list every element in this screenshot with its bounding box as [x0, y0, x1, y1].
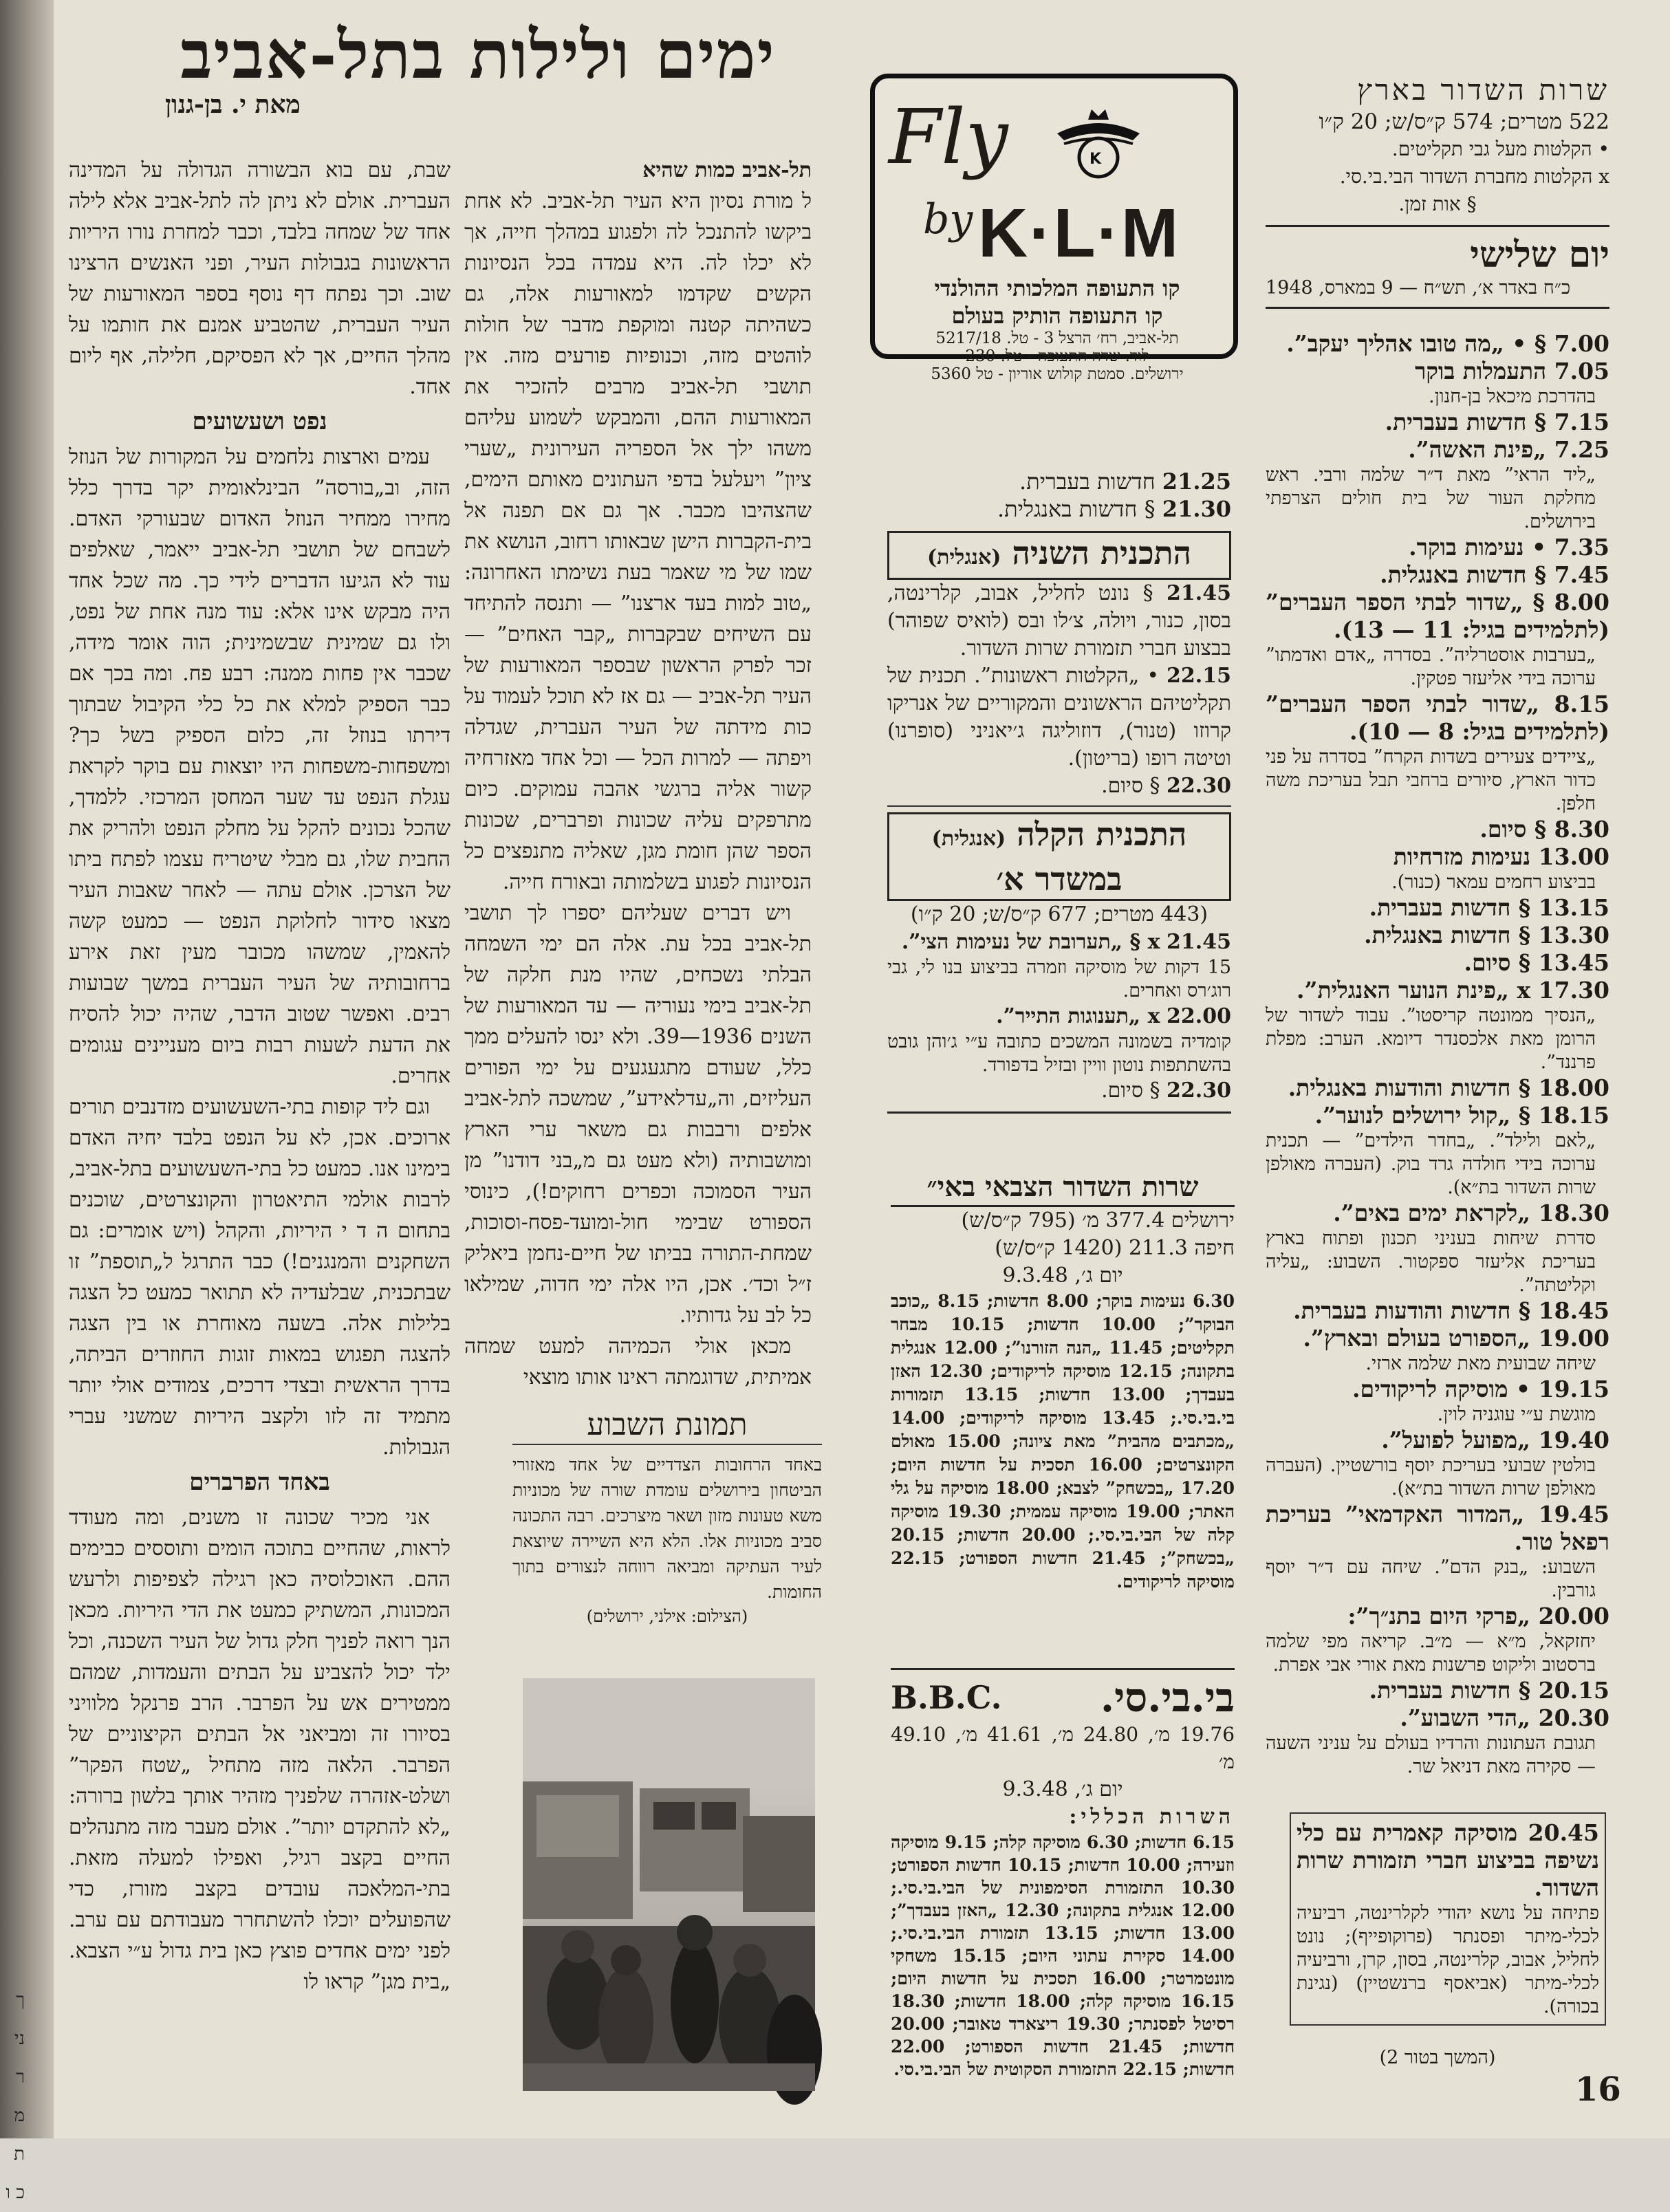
- klm-line2: קו התעופה הותיק בעולם: [951, 303, 1163, 329]
- evening-schedule: [887, 468, 1231, 1120]
- schedule-title: „שדור לבתי הספר העברים” (לתלמידים בגיל: 8 — 10).: [1266, 691, 1609, 745]
- radio-service-line: x הקלטות מחברת השדור הבי.בי.סי.: [1339, 165, 1609, 188]
- schedule-item: [1266, 409, 1609, 436]
- schedule-item: [1266, 1427, 1609, 1454]
- article-column-right: [464, 155, 812, 1389]
- schedule-item: [1266, 358, 1609, 385]
- army-schedule: 6.30 נעימות בוקר; 8.00 חדשות; 8.15 „כוכב הבוקר”; 10.00 חדשות; 10.15 מבחר תקליטים; 11.45 „הנה הזורנו”; 12.00 אנגלית בתקונה; 12.15 מוסיקה לריקודים; 12.30 האזן בעבדך; 13.00 חדשות; 13.15 תזמורות בי.בי.סי.; 13.45 מוסיקה לריקודים; 14.00 „מכתבים מהבית” מאת ציונה; 15.00 מאולם הקונצרטים; 16.00 תסכית על חדשות היום; 17.20 „בכשחק” לצבא; 18.00 מוסיקה על גלי האתר; 19.00 מוסיקה עממית; 19.30 מוסיקה קלה של הבי.בי.סי.; 20.00 חדשות; 20.15 „בכשחק”; 21.45 חדשות הספורט; 22.15 מוסיקה לריקודים.: [891, 1291, 1235, 1592]
- schedule-item-note: השבוע: „בנק הדם”. שיחה עם ד״ר יוסף גורבין.: [1266, 1557, 1596, 1601]
- article-paragraph: אני מכיר שכונה זו משנים, ומה מעודד לראות, שהחיים בתוכה הומים ותוססים כבימים ההם. האוכלוסיה כאן רגילה לצפיפות ולרעש המכונות, המשתיק כמעט את הדי היריות. מכאן הנך רואה לפניך חלק גדול של העיר השכנה, וכל ילד יכול להצביע על הבתים והעמדות, שמהם ממטירים אש על הפרבר. הרב פרנקל מלוויני בסיורו זה ומביאני אל הבתים הקיצוניים של הפרבר. הלאה מזה מתחיל „שטח הפקר” ושלט-אזהרה שלפניך מזהיר אותך בלשון ברורה: „לא להתקדם יותר”. אולם מעבר מזה מתנהלים החיים בקצב רגיל, ואפילו למעלה מזאת. בתי-המלאכה עובדים בקצב מזורז, כדי שהפועלים יוכלו להשתחרר מעבודתם עם ערב. לפני ימים אחדים פוצץ כאן בית גדול ע״י הצבא. „בית מגן” קראו לו: [69, 1506, 451, 1994]
- schedule-item: [1266, 922, 1609, 949]
- photo-heading: תמונת השבוע: [512, 1407, 822, 1445]
- article-column-left: [69, 155, 451, 2108]
- schedule-time: 8.30: [1554, 816, 1609, 843]
- schedule-item-note: תגובת העתונות והרדיו בעולם על עניני השעה — סקירה מאת דניאל שר.: [1266, 1733, 1596, 1777]
- bbc-title-english: B.B.C.: [891, 1679, 1002, 1716]
- schedule-item: [1266, 1074, 1609, 1102]
- light-program-title: התכנית הקלה (אנגלית) במשדר א׳: [887, 812, 1231, 901]
- schedule-item: [1266, 1376, 1609, 1403]
- radio-service-title: שרות השדור בארץ: [1357, 73, 1609, 107]
- continued-note: (המשך בטור 2): [1379, 2047, 1496, 2068]
- schedule-time: 13.30: [1538, 922, 1609, 948]
- schedule-item-note: בולטין שבועי בעריכת יוסף בורשטיין. (העברה מאולפן שרות השדור בת״א).: [1266, 1455, 1596, 1499]
- schedule-title: „פרקי היום בתנ״ך”:: [1347, 1603, 1531, 1629]
- chamber-body: פתיחה על נושא יהודי לקלרינטה, רביעיה לכלי-מיתר ופסנתר (פרוקופייף); נונט לחליל, אבוב, קלרינטה, בסון, קרן, ורביעיה לכלי-מיתר (אביאסף ברנשטיין) (נגינת בכורה).: [1297, 1902, 1599, 2017]
- schedule-item-note: יחזקאל, מ״א — מ״ב. קריאה מפי שלמה ברסטוב וליקוט פרשנות מאת אורי אבי אפרת.: [1266, 1631, 1596, 1676]
- schedule-item-note: שיחה שבועית מאת שלמה ארזי.: [1365, 1353, 1596, 1374]
- schedule-item: [1266, 330, 1609, 358]
- schedule-time: 7.05: [1554, 358, 1609, 384]
- schedule-title: „הדי השבוע”.: [1400, 1704, 1531, 1731]
- klm-address-2: לוד. שדה התעופה - טל. 230: [965, 347, 1149, 365]
- second-program-item: 22.30 § סיום.: [1101, 774, 1231, 798]
- schedule-item: [1266, 589, 1609, 644]
- schedule-time: 19.45: [1538, 1501, 1609, 1528]
- schedule-item: [1266, 1501, 1609, 1556]
- klm-address-3: ירושלים. סמטת קולוש אוריון - טל 5360: [931, 365, 1184, 383]
- klm-line1: קו התעופה המלכותי ההולנדי: [934, 275, 1180, 301]
- schedule-title: „פינת האשה”.: [1408, 436, 1547, 463]
- article-header: [151, 16, 805, 120]
- light-program-item: 22.00 x „תענוגות התייר”.: [996, 1004, 1231, 1028]
- schedule-item: [1266, 949, 1609, 977]
- schedule-title: x „פינת הנוער האנגלית”.: [1297, 977, 1531, 1004]
- schedule-title: „הספורט בעולם ובארץ”.: [1303, 1325, 1531, 1352]
- schedule-item: [1266, 1297, 1609, 1325]
- schedule-time: 13.15: [1538, 894, 1609, 921]
- schedule-item-note: „הנסיך ממונטה קריסטו”. עבוד לשדור של הרומן מאת אלכסנדר דיומא. הערב: מפלת פרננד”.: [1266, 1005, 1596, 1073]
- second-program-title: התכנית השניה (אנגלית): [887, 531, 1231, 580]
- radio-service-header: [1266, 72, 1609, 316]
- schedule-item-note: סדרת שיחות בעניני תכנון ופתוח בארץ בעריכת אליעזר ספקטור. השבוע: „עליה וקליטתה”.: [1266, 1228, 1596, 1296]
- light-program-item: 22.30 § סיום.: [1101, 1078, 1231, 1103]
- article-paragraph: ל מורת נסיון היא העיר תל-אביב. לא אחת ביקשו להתנכל לה ולפגוע במהלך חייה, אך לא יכלו לה. היא עמדה בכל הנסיונות הקשים שקדמו למאורעות אלה, גם כשהיתה קטנה ומוקפת מדבר של חולות לוהטים מזה, וכנופיות פורעים מזה. אין תושבי תל-אביב מרבים להזכיר את המאורעות ההם, והמבקש לשמוע עליהם משהו ילך אל הספריה העירונית „שערי ציון” ויעלעל בדפי העתונים מאותם הימים, שהצהיבו מכבר. אך גם אם תפנה אל בית-הקברות הישן שבאותו רחוב, הנושא את שמו של מי שאמר בעת נשימתו האחרונה: „טוב למות בעד ארצנו” — ותנסה להתיחד עם השיחים שבקברות „קבר האחים” — זכר לפרק הראשון שבספר המאורעות של העיר תל-אביב — גם אז לא תוכל לעמוד על כות מידתה של העיר העברית, שגדלה ויפתה — למרות הכל — וכל אחד מאזרחיה קשור אליה ברגשי אהבה עמוקים. כיום מתרפקים עליה שכונות ופרברים, שכונות הספר שהן חומת מגן, שאליה מתנפצים כל הנסיונות לפגוע בשלמותה ובאורח חייה.: [464, 189, 812, 894]
- article-subheading: נפט ושעשועים: [192, 408, 327, 435]
- schedule-title: § חדשות בעברית.: [1369, 1677, 1531, 1704]
- schedule-time: 20.00: [1538, 1603, 1609, 1629]
- light-program-item: קומדיה בשמונה המשכים כתובה ע״י ג׳והן גובט בהשתתפות נוטון וויין ובזיל בדפורד.: [887, 1031, 1231, 1076]
- schedule-time: 7.35: [1554, 534, 1609, 561]
- page-number: 16: [1575, 2070, 1621, 2109]
- second-program-item: 21.45 § נונט לחליל, אבוב, קלרינטה, בסון, כנור, ויולה, צ׳לו ובס (לואיס שפוהר) בבצוע חברי תזמורת שרות השדור.: [887, 581, 1231, 660]
- schedule-title: נעימות מזרחיות: [1393, 843, 1531, 870]
- schedule-time: 7.15: [1554, 409, 1609, 435]
- bbc-header: [891, 1668, 1235, 1721]
- schedule-item: [1266, 1200, 1609, 1227]
- schedule-time: 19.15: [1538, 1376, 1609, 1402]
- schedule-item: [1266, 436, 1609, 464]
- article-opening-line: תל-אביב כמות שהיא: [642, 158, 812, 182]
- schedule-title: „מפועל לפועל”.: [1381, 1427, 1531, 1453]
- schedule-item: [1266, 691, 1609, 746]
- schedule-item: [1266, 1102, 1609, 1129]
- schedule-title: § סיום.: [1479, 816, 1547, 843]
- article-paragraph: ויש דברים שעליהם יספרו לך תושבי תל-אביב בכל עת. אלה הם ימי השמחה הבלתי נשכחים, שהיו מנת חלקה של תל-אביב בימי נעוריה — עד המאורעות של השנים 1936—39. ולא ינסו להעלים ממך כלל, שעודם מתגעגעים על ימי הפורים העליזים, וה„עדלאידע”, שמשכה לתל-אביב אלפים ורבבות גם משאר ערי הארץ ומושבותיה (ולא מעט גם מ„בני דודנו” מן העיר הסמוכה וכפרים רחוקים!), כינוסי הספורט שבימי חול-ומועד-פסח-וסוכות, שמחת-התורה בביתו של חיים-נחמן ביאליק ז״ל וכד׳. אכן, היו אלה ימי חדוה, שמילאו כל לב על גדותיו.: [464, 901, 812, 1327]
- schedule-time: 8.15: [1554, 691, 1609, 717]
- schedule-item-note: „ציידים צעירים בשדות הקרח” בסדרה על פני כדור הארץ, סיורים ברחבי תבל בעריכת משה חלפן.: [1266, 746, 1596, 814]
- day-title: יום שלישי: [1470, 234, 1609, 276]
- klm-address-1: תל-אביב, רח׳ הרצל 3 - טל. 5217/18: [935, 329, 1179, 347]
- schedule-item: [1266, 534, 1609, 561]
- schedule-title: § חדשות והודעות בעברית.: [1293, 1297, 1531, 1324]
- article-title: ימים ולילות בתל-אביב: [180, 16, 776, 94]
- svg-text:K: K: [1089, 151, 1102, 168]
- army-frequency-1: ירושלים 377.4 מ׳ (795 ק״ס/ש): [961, 1208, 1235, 1233]
- schedule-title: • מוסיקה לריקודים.: [1352, 1376, 1531, 1402]
- schedule-item-note: „ליד הראי” מאת ד״ר שלמה ורבי. ראש מחלקת העור של בית חולים הצרפתי בירושלים.: [1266, 464, 1596, 532]
- schedule-item: [1266, 561, 1609, 589]
- schedule-time: 18.45: [1538, 1297, 1609, 1324]
- schedule-title: § חדשות בעברית.: [1385, 409, 1547, 435]
- schedule-time: 18.00: [1538, 1074, 1609, 1101]
- schedule-line: 21.30 § חדשות באנגלית.: [997, 496, 1231, 522]
- schedule-time: 19.00: [1538, 1325, 1609, 1352]
- photo-block: [512, 1407, 822, 1628]
- schedule-title: התעמלות בוקר: [1415, 358, 1547, 384]
- schedule-title: § סיום.: [1464, 949, 1531, 976]
- schedule-item: [1266, 1677, 1609, 1704]
- klm-advertisement: [870, 74, 1238, 383]
- article-byline: מאת י. בן-גנון: [165, 90, 301, 119]
- photo-caption: באחד הרחובות הצדדיים של אחד מאזורי הביטחון בירושלים עומדת שורה של מכוניות משא טעונות מזון ושאר מיצרכים. רבה התכונה סביב מכוניות אלו. הלא היא השיירה שיוצאת לעיר העתיקה ומביאה רווחה לנצורים בתוך החומות.: [512, 1455, 822, 1602]
- schedule-title: § • „מה טובו אהליך יעקב”.: [1286, 330, 1547, 357]
- article-subheading: באחד הפרברים: [189, 1468, 330, 1496]
- schedule-time: 7.00: [1554, 330, 1609, 357]
- second-program-item: 22.15 • „הקלטות ראשונות”. תכנית של תקליטיהם הראשונים והמקוריים של אנריקו קרוזו (טנור), דוזוליגה ג׳יאניני (סופרנו) וטיטה רופו (בריטון).: [887, 664, 1231, 770]
- klm-crown-icon: [1050, 106, 1147, 188]
- schedule-title: § חדשות באנגלית.: [1380, 561, 1547, 588]
- schedule-title: § „קול ירושלים לנוער”.: [1314, 1102, 1531, 1129]
- binding-gutter: [0, 0, 54, 2203]
- bbc-frequency: 19.76 מ׳, 24.80 מ׳, 41.61 מ׳, 49.10 מ׳: [891, 1723, 1235, 1773]
- schedule-item: [1266, 1603, 1609, 1630]
- army-broadcast-section: [891, 1169, 1235, 1594]
- radio-service-line: § אות זמן.: [1398, 193, 1477, 215]
- schedule-title: § חדשות והודעות באנגלית.: [1288, 1074, 1531, 1101]
- radio-service-line: 522 מטרים; 574 ק״ס/ש; 20 ק״ו: [1319, 109, 1609, 134]
- army-date: יום ג׳, 9.3.48: [1002, 1264, 1123, 1288]
- schedule-item-note: בביצוע רחמים עמאר (כנור).: [1391, 871, 1596, 893]
- schedule-item: [1266, 816, 1609, 843]
- schedule-title: § חדשות בעברית.: [1369, 894, 1531, 921]
- schedule-title: „המדור האקדמאי” בעריכת רפאל טור.: [1266, 1501, 1609, 1555]
- bbc-section: [891, 1668, 1235, 2081]
- schedule-item: [1266, 843, 1609, 871]
- schedule-title: „לקראת ימים באים”.: [1333, 1200, 1531, 1226]
- schedule-item: [1266, 894, 1609, 922]
- bbc-schedule: 6.15 חדשות; 6.30 מוסיקה קלה; 9.15 מוסיקה וזעירה; 10.00 חדשות; 10.15 חדשות הספורט; 10.30 התזמורת הסימפונית של הבי.בי.סי.; 12.00 אנגלית בתקונה; 12.30 „האזן בעבדך”; 13.00 חדשות; 13.15 תזמורת הבי.בי.סי.; 14.00 סקירת עתוני היום; 15.15 משחקי מונטמרטר; 16.00 תסכית על חדשות היום; 16.15 מוסיקה קלה; 18.00 חדשות; 18.30 רסיטל לפסנתר; 19.30 ריצארד טאובר; 20.00 חדשות; 21.45 חדשות הספורט; 22.00 חדשות; 22.15 התזמורת הסקוטית של הבי.בי.סי.: [891, 1832, 1235, 2079]
- article-paragraph: מכאן אולי הכמיהה למעט שמחה אמיתית, שדוגמתה ראינו אותו מוצאי: [464, 1334, 812, 1389]
- photo-credit: (הצילום: אילני, ירושלים): [586, 1607, 748, 1626]
- schedule-item: [1266, 1704, 1609, 1732]
- klm-logo-text: K·L·M: [978, 195, 1180, 272]
- schedule-item-note: בהדרכת מיכאל בן-חנון.: [1429, 386, 1596, 407]
- schedule-title: § „שדור לבתי הספר העברים” (לתלמידים בגיל: 11 — 13).: [1266, 589, 1609, 643]
- army-broadcast-title: שרות השדור הצבאי באי״: [891, 1169, 1235, 1207]
- light-program-frequency: (443 מטרים; 677 ק״ס/ש; 20 ק״ו): [910, 902, 1208, 926]
- schedule-time: 19.40: [1538, 1427, 1609, 1453]
- article-paragraph: שבת, עם בוא הבשורה הגדולה על המדינה העברית. אולם לא ניתן לה לתל-אביב אלא לילה אחד של שמחה בלבד, וכבר למחרת נורו היריות הראשונות בגבולות העיר, ופני האנשים הרצינו שוב. וכך נפתח דף נוסף בספר המאורעות של העיר העברית, שהטביע אמנם את חותמו על מהלך החיים, אך לא הפסיקם, חלילה, אף ליום אחד.: [69, 158, 451, 399]
- article-paragraph: עמים וארצות נלחמים על המקורות של הנוזל הזה, וב„בורסה” הבינלאומית יקר בדרך כלל מחירו ממחיר הנוזל האדום שבעורקי האדם. לשבחם של תושבי תל-אביב ייאמר, שאלפים עוד לא הגיעו הדברים לידי כך. מה שכל אחד היה מבקש אינו אלא: עוד מנה אחת של נפט, ולו גם שמינית שבשמינית; הוה אומר מידה, שכבר אין פחות ממנה: רבע פח. ומה בכך אם כבר הספיק למלא את כל כלי הקיבול שבתוך דירתו בנוזל זה, כלום הספיק בשל כך? ומשפחות-משפחות היו יוצאות עם בוקר לקראת עגלת הנפט עד שער המחסן המרכזי. ללמדך, שהכל נכונים להקל על מחלק הנפט ולהריק את החבית שלו, גם מבלי שיטריח עצמו לפתח ביתו של הצרכן. אולם עתה — לאחר שאבות העיר מצאו סידור לחלוקת הנפט — כמעט קשה להאמין, שמשהו מכובר מעין זאת אירע ברחובותיה של העיר העברית במשך שבועות רבים. ואפשר שטוב הדבר, שהיה יכול להסיח את הדעת לשעות רבות ביום מעניינים עגומים אחרים.: [69, 445, 451, 1088]
- schedule-time: 18.15: [1538, 1102, 1609, 1129]
- bbc-title-hebrew: בי.בי.סי.: [1100, 1674, 1235, 1721]
- schedule-time: 13.00: [1538, 843, 1609, 870]
- schedule-item-note: מוגשת ע״י עוגניה לוין.: [1437, 1404, 1596, 1425]
- gutter-cut-text: ך ני ר מ ת כ ו: [6, 1990, 25, 2203]
- klm-by-text: by: [923, 195, 973, 243]
- chamber-time: 20.45: [1528, 1819, 1599, 1846]
- schedule-line: 21.25 חדשות בעברית.: [1019, 468, 1231, 495]
- chamber-title: מוסיקה קאמרית עם כלי נשיפה בביצוע חברי תזמורת שרות השדור.: [1297, 1819, 1599, 1901]
- radio-service-line: • הקלטות מעל גבי תקליטים.: [1391, 138, 1609, 160]
- schedule-time: 13.45: [1538, 949, 1609, 976]
- convoy-photo: [523, 1678, 815, 2091]
- schedule-time: 8.00: [1554, 589, 1609, 616]
- schedule-item-note: „לאם ולילד”. „בחדר הילדים” — תכנית ערוכה בידי חולדה גרד בוק. (העברה מאולפן שרות השדור בת״א).: [1266, 1130, 1596, 1198]
- schedule-item: [1266, 1325, 1609, 1352]
- schedule-time: 7.45: [1554, 561, 1609, 588]
- day-date: כ״ח באדר א׳, תש״ח — 9 במארס, 1948: [1266, 277, 1571, 299]
- schedule-time: 20.30: [1538, 1704, 1609, 1731]
- schedule-time: 7.25: [1554, 436, 1609, 463]
- schedule-time: 20.15: [1538, 1677, 1609, 1704]
- klm-fly-text: Fly: [889, 93, 1008, 181]
- schedule-title: • נעימות בוקר.: [1409, 534, 1547, 561]
- article-paragraph: וגם ליד קופות בתי-השעשועים מזדנבים תורים ארוכים. אכן, לא על הנפט בלבד יחיה האדם בימינו אנו. כמעט כל בתי-השעשועים בתל-אביב, לרבות אולמי התיאטרון והקונצרטים, שוכנים בתחום ה ד י היריות, והקהל (ויש אומרים: גם השחקנים והמנגנים!) כבר התרגל ל„תוספת” זו שבתכנית, שבלעדיה לא תתואר כמעט כל הצגה בלילות אלה. בשעה מאוחרת או בין הצגה להצגה תפגוש במאות זוגות החוזרים הביתה, בדרך הראשית ובצדי דרכים, צמודים אולי יותר מתמיד זה לזו ולקצב היריות שמשני עברי הגבולות.: [69, 1095, 451, 1460]
- army-frequency-2: חיפה 211.3 (1420 ק״ס/ש): [995, 1236, 1235, 1260]
- schedule-item-note: „בערבות אוסטרליה”. בסדרה „אדם ואדמתו” ערוכה בידי אליעזר פטקין.: [1266, 644, 1596, 689]
- tuesday-schedule: [1266, 330, 1609, 1779]
- light-program-item: 15 דקות של מוסיקה וזמרה בביצוע בנו לי, גבי רוג׳רס ואחרים.: [887, 957, 1231, 1001]
- schedule-item: [1266, 977, 1609, 1004]
- light-program-item: 21.45 x § „תערובת של נעימות הצי”.: [901, 930, 1231, 954]
- klm-details: [889, 274, 1226, 383]
- bbc-subheading: השרות הכללי:: [1069, 1805, 1235, 1829]
- chamber-music-box: [1290, 1812, 1606, 2026]
- bbc-date: יום ג׳, 9.3.48: [1002, 1777, 1123, 1801]
- schedule-time: 18.30: [1538, 1200, 1609, 1226]
- schedule-title: § חדשות באנגלית.: [1364, 922, 1531, 948]
- schedule-time: 17.30: [1538, 977, 1609, 1004]
